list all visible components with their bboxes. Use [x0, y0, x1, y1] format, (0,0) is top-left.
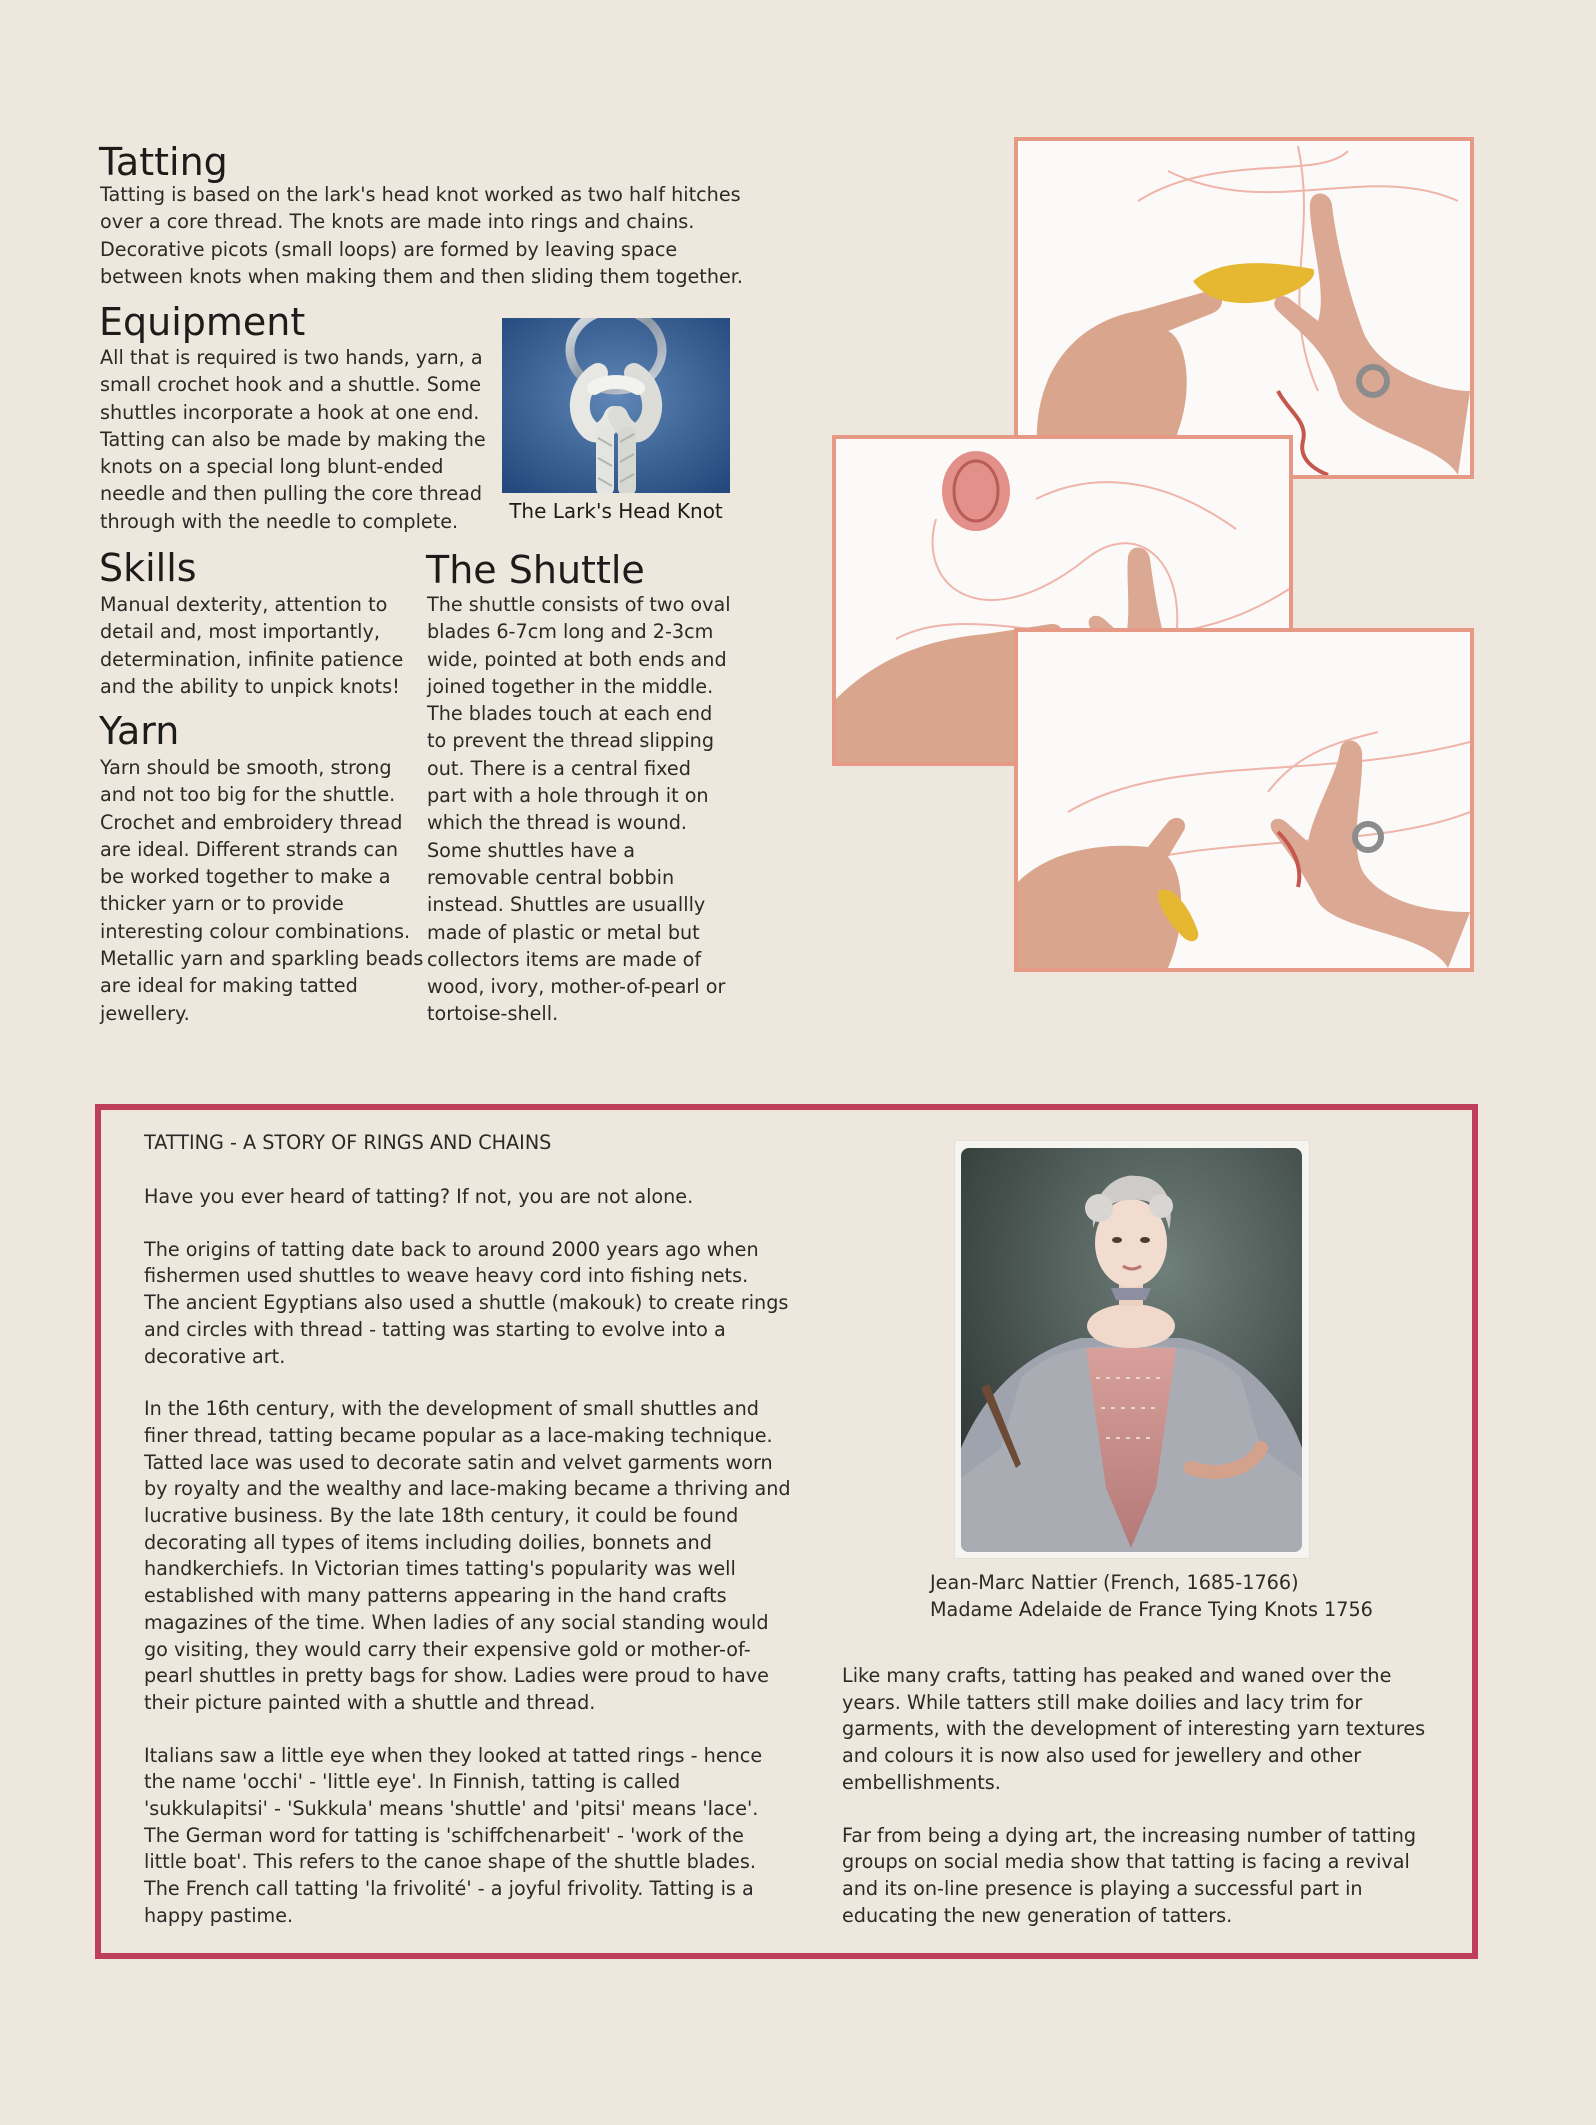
tatting-text: Tatting is based on the lark's head knot worked as two half hitches over a core thread. The knots are made into rings and chains. Decorative picots (small loops) are formed by leaving space between knots when making them and then sliding them together.	[100, 183, 744, 288]
portrait-caption-line-2: Madame Adelaide de France Tying Knots 1756	[930, 1598, 1373, 1621]
shuttle-text: The shuttle consists of two oval blades 6-7cm long and 2-3cm wide, pointed at both ends and joined together in the middle. The blades touch at each end to prevent the thread slipping out. There is a central fixed part with a hole through it on which the thread is wound. Some shuttles have a removable central bobbin instead. Shuttles are usuallly made of plastic or metal but collectors items are made of wood, ivory, mother-of-pearl or tortoise-shell.	[427, 593, 731, 1026]
skills-text: Manual dexterity, attention to detail and, most importantly, determination, infinite patience and the ability to unpick knots!	[100, 593, 404, 698]
story-paragraph-3: In the 16th century, with the development of small shuttles and finer thread, tatting became popular as a lace-making technique. Tatted lace was used to decorate satin and velvet garments worn by royalty and the wealthy and lace-making became a thriving and lucrative business. By the late 18th century, it could be found decorating all types of items including doilies, bonnets and handkerchiefs. In Victorian times tatting's popularity was well established with many patterns appearing in the hand crafts magazines of the time. When ladies of any social standing would go visiting, they would carry their expensive gold or mother-of- pearl shuttles in pretty bags for show. Ladies were proud to have their picture painted with a shuttle and thread.	[144, 1397, 791, 1714]
larks-head-knot-image	[502, 318, 730, 493]
tatting-hands-photo-3	[1014, 628, 1474, 972]
story-left-column	[144, 1184, 804, 1930]
story-paragraph-6: Far from being a dying art, the increasing number of tatting groups on social media show that tatting is facing a revival and its on-line presence is playing a successful part in educating the new generation of tatters.	[842, 1823, 1417, 1927]
story-title: TATTING - A STORY OF RINGS AND CHAINS	[144, 1131, 552, 1154]
equipment-heading: Equipment	[99, 300, 306, 344]
story-paragraph-2: The origins of tatting date back to around 2000 years ago when fishermen used shuttles to weave heavy cord into fishing nets. The ancient Egyptians also used a shuttle (makouk) to create rings and circles with thread - tatting was starting to evolve into a decorative art.	[144, 1237, 789, 1368]
story-paragraph-4: Italians saw a little eye when they looked at tatted rings - hence the name 'occhi' - 'little eye'. In Finnish, tatting is called 'sukkulapitsi' - 'Sukkula' means 'shuttle' and 'pitsi' means 'lace'. The German word for tatting is 'schiffchenarbeit' - 'work of the little boat'. This refers to the canoe shape of the shuttle blades. The French call tatting 'la frivolité' - a joyful frivolity. Tatting is a happy pastime.	[144, 1743, 763, 1927]
yarn-heading: Yarn	[99, 709, 180, 753]
story-paragraph-1: Have you ever heard of tatting? If not, you are not alone.	[144, 1185, 694, 1208]
tatting-hands-photo-1	[1014, 137, 1474, 479]
tatting-heading: Tatting	[99, 140, 228, 184]
skills-heading: Skills	[99, 546, 197, 590]
yarn-text: Yarn should be smooth, strong and not too big for the shuttle. Crochet and embroidery thread are ideal. Different strands can be worked together to make a thicker yarn or to provide interesting colour combinations. Metallic yarn and sparkling beads are ideal for making tatted jewellery.	[100, 756, 424, 1025]
portrait-caption-line-1: Jean-Marc Nattier (French, 1685-1766)	[930, 1571, 1299, 1594]
story-right-column	[842, 1663, 1442, 1929]
larks-head-knot-caption: The Lark's Head Knot	[509, 499, 723, 523]
equipment-text: All that is required is two hands, yarn, a small crochet hook and a shuttle. Some shuttles incorporate a hook at one end. Tatting can also be made by making the knots on a special long blunt-ended needle and then pulling the core thread through with the needle to complete.	[100, 346, 486, 533]
story-paragraph-5: Like many crafts, tatting has peaked and waned over the years. While tatters still make doilies and lacy trim for garments, with the development of interesting yarn textures and colours it is now also used for jewellery and other embellishments.	[842, 1664, 1426, 1794]
nattier-portrait-image	[961, 1148, 1302, 1552]
nattier-portrait-frame	[955, 1141, 1309, 1558]
shuttle-heading: The Shuttle	[426, 548, 645, 592]
portrait-caption	[930, 1569, 1373, 1623]
